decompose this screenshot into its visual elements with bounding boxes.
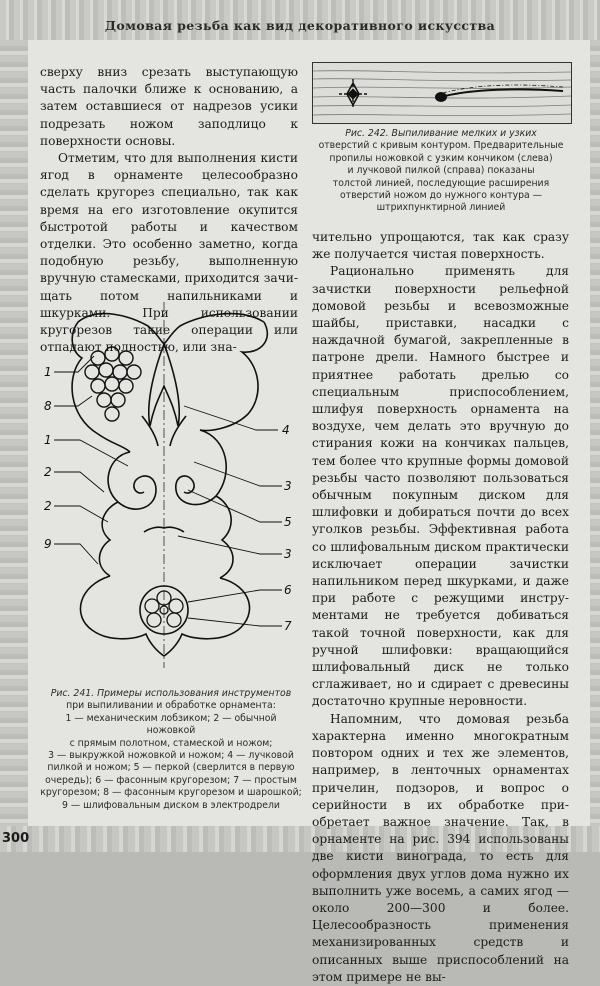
bottom-lobe-outline — [80, 576, 249, 656]
caption-line: Рис. 242. Выпиливание мелких и узких — [345, 128, 537, 139]
star-cutout-icon — [339, 79, 367, 109]
waist-left — [99, 502, 118, 576]
paragraph: Напомним, что домовая резьба характерна именно многократным повтором одних и тех же элементов, например, в ленточных орнаментах причелин, подзоров, и вопрос о серийности в их обработке приобретает важное значение. Так, в орнаменте на рис. 394 использованы две кисти винограда, то есть для оформления двух углов дома нужно их выполнить уже восемь, а самих ягод — около 200—300 и более. Целесообразность применения механизированных средств и описанных выше приспособлений на этом примере не вы- — [312, 711, 569, 984]
waist-right — [216, 496, 233, 578]
scroll-right — [176, 430, 226, 505]
caption-line: 3 — выкружкой ножовкой и ножом; 4 — лучковой — [48, 750, 294, 762]
callout-label: 7 — [284, 619, 292, 633]
callout-label: 5 — [284, 515, 292, 529]
page-number: 300 — [2, 831, 30, 846]
left-ornament-border — [0, 40, 28, 830]
figure-241-caption — [40, 688, 302, 812]
callout-label: 4 — [282, 423, 290, 437]
caption-line: 9 — шлифовальным диском в электродрели — [62, 799, 280, 811]
scroll-left — [108, 452, 156, 509]
right-column-text — [312, 229, 569, 986]
caption-line: отверстий с кривым контуром. Предварительные — [318, 140, 564, 152]
callout-label: 2 — [44, 465, 52, 479]
callout-label: 9 — [44, 537, 52, 551]
paragraph: чительно упрощаются, так как сразу же получается чистая поверхность. — [312, 230, 569, 262]
ornament-top-outline — [78, 314, 264, 344]
ornament-drawing — [38, 296, 304, 676]
leaf-curl-left — [142, 416, 158, 446]
caption-line: очередь); 6 — фасонным кругорезом; 7 — простым — [45, 774, 297, 786]
callout-label: 3 — [284, 479, 292, 493]
callout-label: 6 — [284, 583, 292, 597]
grape-cluster — [85, 347, 141, 421]
right-ornament-border — [590, 40, 600, 830]
paragraph: сверху вниз срезать выступающую часть палочки ближе к основанию, а затем оставшиеся от надрезов усики подрезать ножом заподлицо к поверхности основы. — [40, 65, 298, 148]
figure-242 — [312, 62, 572, 124]
caption-line: пилкой и ножом; 5 — перкой (сверлится в первую — [47, 762, 295, 774]
caption-line: и лучковой пилкой (справа) показаны — [347, 165, 535, 177]
caption-line: кругорезом; 8 — фасонным кругорезом и шарошкой; — [40, 787, 302, 799]
wood-grain-illustration — [313, 63, 571, 123]
caption-line: отверстий ножом до нужного контура — — [339, 190, 543, 202]
caption-line: 1 — механическим лобзиком; 2 — обычной ножовкой — [65, 712, 277, 737]
caption-line: пропилы ножовкой с узким кончиком (слева) — [329, 152, 553, 164]
caption-line: штрихпунктирной линией — [376, 202, 506, 214]
callout-label: 1 — [44, 365, 52, 379]
callout-label: 3 — [284, 547, 292, 561]
caption-title: Рис. 241. Примеры использования инструментов — [50, 688, 292, 699]
callout-label: 2 — [44, 499, 52, 513]
right-lobe-outline — [200, 322, 267, 430]
grape-lobe-outline — [72, 322, 130, 452]
figure-241 — [38, 296, 304, 676]
paragraph: Отметим, что для выполнения кисти ягод в орнаменте целесообразно сделать кругорез специально, так как время на его изготовление окупится быстротой работы и качеством отделки. Это особенно заметно, когда подобную резьбу, выполненную вручную стамесками, приходится зачищать потом напильниками и шкурками. При использовании кругорезов такие операции или отпадают полностью, или зна- — [40, 151, 298, 355]
paragraph: Рационально применять для зачистки поверхности рельефной домовой резьбы и всевозможные шайбы, приставки, насадки с наждачной бумагой, закрепленные в патроне дрели. Намного быстрее и приятнее работать дрелью со специальным приспособлением, шлифуя поверхность орнамента на воздухе, чем делать это вручную до стирания кожи на кончиках пальцев, тем более что крупные формы домовой резьбы часто позволяют пользоваться обычным покупным диском для шлифовки и добираться почти до всех уголков резьбы. Эффективная работа со шлифовальным диском практически исключает операции зачистки напильником перед шкурками, и даже при работе с режущими инструментами не требуется добиваться такой точной поверхности, как для ручной шлифовки: вращающийся шлифовальный диск не только сглаживает, но и сдирает с древесины достаточно крупные неровности. — [312, 264, 569, 709]
callout-label: 8 — [44, 399, 52, 413]
caption-line: толстой линией, последующие расширения — [332, 177, 550, 189]
caption-line: при выпиливании и обработке орнамента: — [66, 700, 276, 712]
figure-242-caption — [316, 128, 566, 215]
callout-label: 1 — [44, 433, 52, 447]
caption-line: с прямым полотном, стамеской и ножом; — [69, 737, 273, 749]
running-header: Домовая резьба как вид декоративного искусства — [104, 18, 496, 33]
leaf-curl-right — [170, 416, 186, 446]
